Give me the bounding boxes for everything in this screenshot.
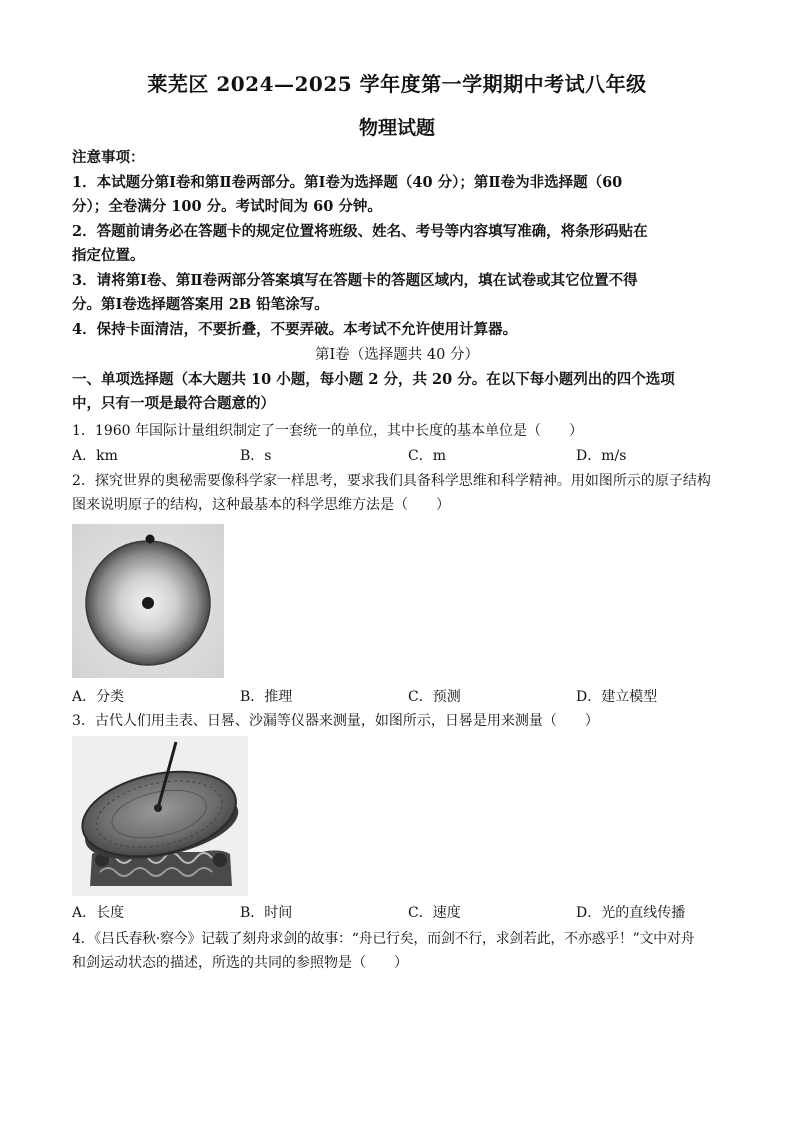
- question-3-text: 3．古代人们用圭表、日晷、沙漏等仪器来测量，如图所示，日晷是用来测量（ ）: [72, 713, 599, 729]
- notes-line: 1．本试题分第Ⅰ卷和第Ⅱ卷两部分。第Ⅰ卷为选择题（40 分）；第Ⅱ卷为非选择题（60: [72, 174, 623, 191]
- question-2-text: 2．探究世界的奥秘需要像科学家一样思考，要求我们具备科学思维和科学精神。用如图所示的原子结构: [72, 473, 711, 489]
- q3-option-c: C．速度: [408, 905, 461, 921]
- q1-option-b: B．s: [240, 448, 272, 464]
- notes-line: 指定位置。: [72, 247, 145, 264]
- question-4-text: 4．《吕氏春秋·察今》记载了刻舟求剑的故事：“舟已行矣，而剑不行，求剑若此，不亦惑乎！”文中对舟: [72, 931, 695, 947]
- question-4-text: 和剑运动状态的描述，所选的共同的参照物是（ ）: [72, 955, 408, 971]
- exam-subtitle: 物理试题: [358, 117, 435, 139]
- q3-option-b: B．时间: [240, 905, 293, 921]
- notes-line: 3．请将第Ⅰ卷、第Ⅱ卷两部分答案填写在答题卡的答题区域内，填在试卷或其它位置不得: [72, 272, 638, 289]
- sundial-figure: [72, 736, 248, 896]
- q3-option-d: D．光的直线传播: [576, 905, 686, 921]
- q2-option-a: A．分类: [72, 689, 125, 705]
- q1-option-d: D．m/s: [576, 448, 627, 464]
- notes-line: 2．答题前请务必在答题卡的规定位置将班级、姓名、考号等内容填写准确，将条形码贴在: [72, 223, 648, 240]
- section-intro: 中，只有一项是最符合题意的）: [72, 395, 275, 412]
- exam-title: 莱芜区 2024—2025 学年度第一学期期中考试八年级: [147, 72, 647, 96]
- atom-model-figure: [72, 524, 224, 678]
- notes-line: 4．保持卡面清洁，不要折叠，不要弄破。本考试不允许使用计算器。: [72, 321, 518, 338]
- q2-option-d: D．建立模型: [576, 689, 658, 705]
- section-title: 第Ⅰ卷（选择题共 40 分）: [315, 347, 479, 363]
- notes-heading: 注意事项：: [72, 149, 145, 166]
- q2-option-c: C．预测: [408, 689, 461, 705]
- notes-line: 分）；全卷满分 100 分。考试时间为 60 分钟。: [72, 198, 382, 215]
- question-2-text: 图来说明原子的结构，这种最基本的科学思维方法是（ ）: [72, 497, 450, 513]
- q3-option-a: A．长度: [72, 905, 125, 921]
- q1-option-a: A．km: [72, 448, 118, 464]
- section-intro: 一、单项选择题（本大题共 10 小题，每小题 2 分，共 20 分。在以下每小题列出的四个选项: [72, 371, 675, 388]
- notes-line: 分。第Ⅰ卷选择题答案用 2B 铅笔涂写。: [72, 296, 329, 313]
- q2-option-b: B．推理: [240, 689, 293, 705]
- q1-option-c: C．m: [408, 448, 446, 464]
- question-1-text: 1．1960 年国际计量组织制定了一套统一的单位，其中长度的基本单位是（ ）: [72, 423, 583, 439]
